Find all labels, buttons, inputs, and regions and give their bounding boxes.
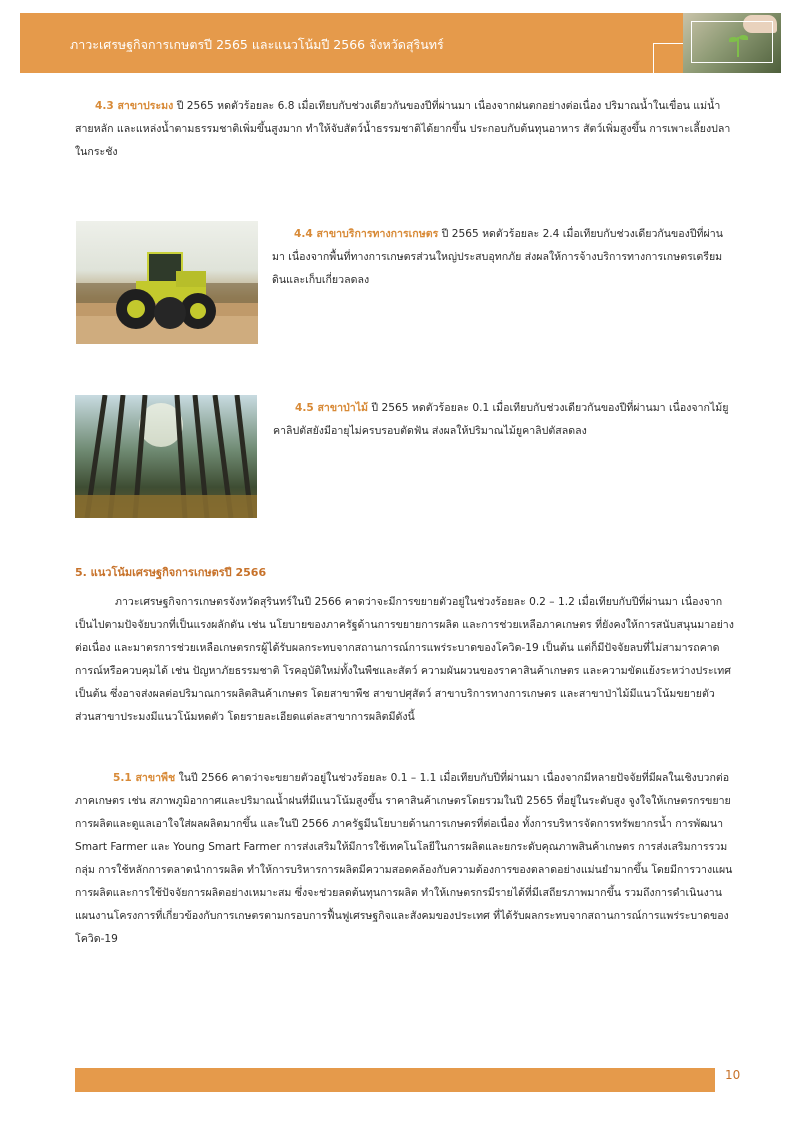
crops-heading: 5.1 สาขาพืช: [113, 772, 176, 784]
forestry-paragraph: [273, 397, 735, 443]
page-header: [20, 13, 781, 73]
fishery-heading: 4.3 สาขาประมง: [95, 100, 174, 112]
crops-body: ในปี 2566 คาดว่าจะขยายตัวอยู่ในช่วงร้อยละ 0.1 – 1.1 เมื่อเทียบกับปีที่ผ่านมา เนื่องจากมีหลายปัจจัยที่มีผลในเชิงบวกต่อภาคเกษตร เช่น สภาพภูมิอากาศและปริมาณน้ำฝนที่มีแนวโน้มสูงขึ้น ราคาสินค้าเกษตรโดยรวมในปี 2565 ที่อยู่ในระดับสูง จูงใจให้เกษตรกรขยายการผลิตและดูแลเอาใจใส่ผลผลิตมากขึ้น และในปี 2566 ภาครัฐมีนโยบายด้านการเกษตรที่ต่อเนื่อง ทั้งการบริหารจัดการทรัพยากรน้ำ การพัฒนา Smart Farmer และ Young Smart Farmer การส่งเสริมให้มีการใช้เทคโนโลยีในการผลิตและยกระดับคุณภาพสินค้าเกษตร การส่งเสริมการรวมกลุ่ม การใช้หลักการตลาดนำการผลิต ทำให้การบริหารการผลิตมีความสอดคล้องกับความต้องการของตลาดอย่างแม่นยำมากขึ้น โดยมีการวางแผนการผลิตและการใช้ปัจจัยการผลิตอย่างเหมาะสม ซึ่งจะช่วยลดต้นทุนการผลิต ทำให้เกษตรกรมีรายได้ที่มีเสถียรภาพมากขึ้น รวมถึงการดำเนินงานแผนงานโครงการที่เกี่ยวข้องกับการเกษตรตามกรอบการฟื้นฟูเศรษฐกิจและสังคมของประเทศ ที่ได้รับผลกระทบจากสถานการณ์การแพร่ระบาดของโควิด-19: [75, 772, 733, 945]
fishery-paragraph: [75, 95, 735, 164]
forest-photo-icon: [75, 395, 257, 518]
tractor-illustration: [76, 221, 258, 344]
forestry-heading: 4.5 สาขาป่าไม้: [295, 402, 369, 414]
footer-bar: [75, 1068, 715, 1092]
forestry-body: ปี 2565 หดตัวร้อยละ 0.1 เมื่อเทียบกับช่วงเดียวกันของปีที่ผ่านมา เนื่องจากไม้ยูคาลิปตัสยังมีอายุไม่ครบรอบตัดฟัน ส่งผลให้ปริมาณไม้ยูคาลิปตัสลดลง: [273, 402, 729, 437]
sprout-in-hand-icon: [683, 13, 781, 73]
outlook-paragraph: ภาวะเศรษฐกิจการเกษตรจังหวัดสุรินทร์ในปี 2566 คาดว่าจะมีการขยายตัวอยู่ในช่วงร้อยละ 0.2 – 1.2 เมื่อเทียบกับปีที่ผ่านมา เนื่องจากเป็นไปตามปัจจัยบวกที่เป็นแรงผลักดัน เช่น นโยบายของภาครัฐด้านการขยายการผลิต และการช่วยเหลือภาคเกษตร ที่ยังคงให้การสนับสนุนมาอย่างต่อเนื่อง และมาตรการช่วยเหลือเกษตรกรผู้ได้รับผลกระทบจากสถานการณ์การแพร่ระบาดของโควิด-19 เป็นต้น แต่ก็มีปัจจัยลบที่ไม่สามารถคาดการณ์หรือควบคุมได้ เช่น ปัญหาภัยธรรมชาติ โรคอุบัติใหม่ทั้งในพืชและสัตว์ ความผันผวนของราคาสินค้าเกษตร และความขัดแย้งระหว่างประเทศ เป็นต้น ซึ่งอาจส่งผลต่อปริมาณการผลิตสินค้าเกษตร โดยสาขาพืช สาขาปศุสัตว์ สาขาบริการทางการเกษตร และสาขาป่าไม้มีแนวโน้มขยายตัว ส่วนสาขาประมงมีแนวโน้มหดตัว โดยรายละเอียดแต่ละสาขาการผลิตมีดังนี้: [75, 596, 734, 723]
header-frame-decoration-inner: [691, 21, 773, 63]
forest-illustration: [75, 395, 257, 518]
crops-paragraph: [75, 767, 735, 951]
page-number: 10: [725, 1068, 741, 1082]
services-body: ปี 2565 หดตัวร้อยละ 2.4 เมื่อเทียบกับช่วงเดียวกันของปีที่ผ่านมา เนื่องจากพื้นที่ทางการเกษตรส่วนใหญ่ประสบอุทกภัย ส่งผลให้การจ้างบริการทางการเกษตรเตรียมดินและเก็บเกี่ยวลดลง: [272, 228, 723, 286]
fishery-body: ปี 2565 หดตัวร้อยละ 6.8 เมื่อเทียบกับช่วงเดียวกันของปีที่ผ่านมา เนื่องจากฝนตกอย่างต่อเนื่อง ปริมาณน้ำในเขื่อน แม่น้ำสายหลัก และแหล่งน้ำตามธรรมชาติเพิ่มขึ้นสูงมาก ทำให้จับสัตว์น้ำธรรมชาติได้ยากขึ้น ประกอบกับต้นทุนอาหาร สัตว์เพิ่มสูงขึ้น การเพาะเลี้ยงปลาในกระชัง: [75, 100, 731, 158]
services-heading: 4.4 สาขาบริการทางการเกษตร: [294, 228, 439, 240]
tractor-photo-icon: [76, 221, 258, 344]
outlook-heading: 5. แนวโน้มเศรษฐกิจการเกษตรปี 2566: [75, 566, 267, 579]
header-title: ภาวะเศรษฐกิจการเกษตรปี 2565 และแนวโน้มปี 2566 จังหวัดสุรินทร์: [70, 37, 444, 52]
services-paragraph: [272, 223, 735, 292]
